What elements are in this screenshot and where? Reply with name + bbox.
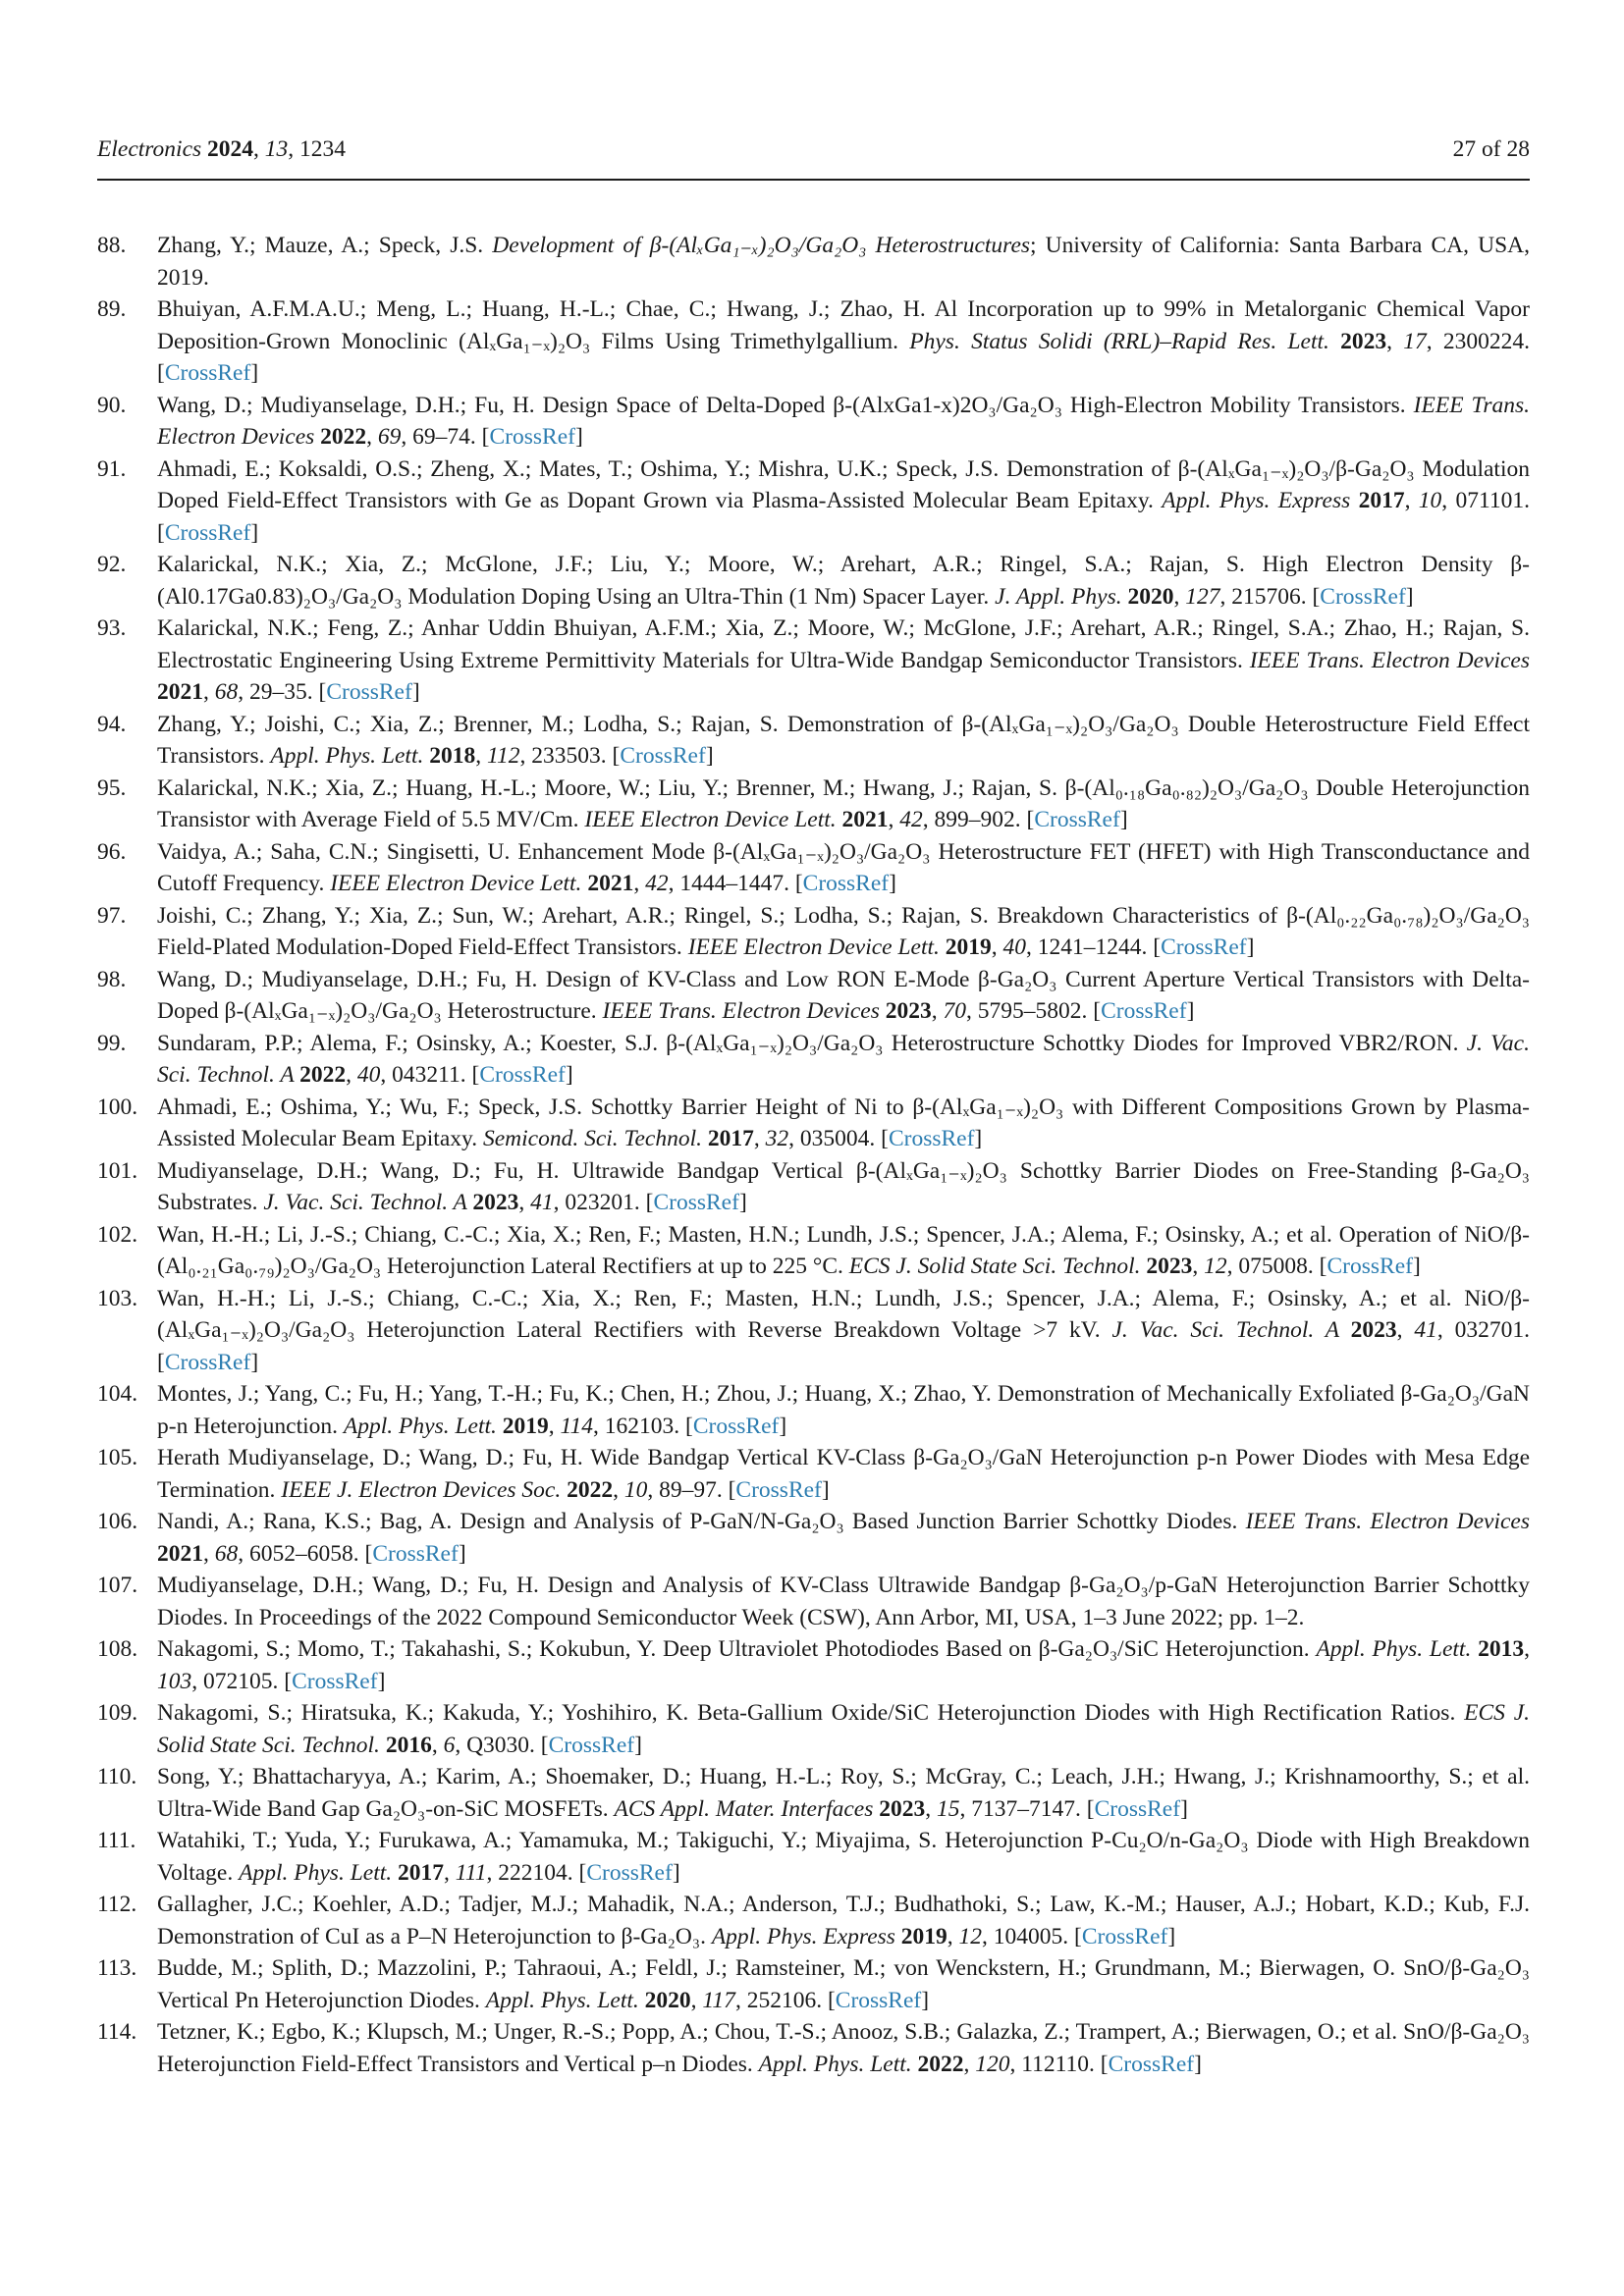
reference-segment: 2019 <box>945 934 992 960</box>
reference-segment: 112 <box>486 743 520 769</box>
reference-number: 104. <box>97 1381 138 1407</box>
reference-segment: Appl. Phys. Lett. <box>239 1859 398 1886</box>
reference-segment: ] <box>889 871 896 896</box>
reference-segment: , 5795–5802. [ <box>966 998 1102 1024</box>
reference-item <box>97 1028 1530 1092</box>
reference-segment: , <box>1524 1636 1531 1662</box>
reference-segment: 2023 <box>1146 1254 1193 1279</box>
reference-segment: , <box>1173 583 1186 610</box>
reference-text <box>157 773 1530 836</box>
reference-segment: Bhuiyan, A.F.M.A.U.; Meng, L.; Huang, H.-L.; Chae, C.; Hwang, J.; Zhao, H. Al Incorporation up to 99% in Metalorganic Chemical Vapor Deposition-Grown Monoclinic (AlₓGa₁₋ₓ)₂O₃ Films Using Trimethylgallium. <box>157 296 1530 354</box>
reference-item <box>97 390 1530 454</box>
reference-item <box>97 1697 1530 1761</box>
crossref-link[interactable]: CrossRef <box>888 1126 975 1151</box>
reference-segment: , 7137–7147. [ <box>959 1795 1095 1822</box>
reference-segment: 41 <box>530 1190 554 1215</box>
reference-segment: ] <box>250 360 259 386</box>
reference-segment: 2018 <box>429 743 476 769</box>
reference-segment: , 2300224. [ <box>157 328 1530 386</box>
reference-number: 113. <box>97 1955 137 1981</box>
reference-segment: ] <box>738 1190 747 1215</box>
reference-segment: Semicond. Sci. Technol. <box>482 1126 708 1151</box>
reference-segment: IEEE Electron Device Lett. <box>330 871 588 896</box>
reference-segment: 40 <box>1002 934 1027 960</box>
reference-segment: Tetzner, K.; Egbo, K.; Klupsch, M.; Unger, R.-S.; Popp, A.; Chou, T.-S.; Anooz, S.B.; Galazka, Z.; Trampert, A.; Bierwagen, O.; et al. SnO/β-Ga₂O₃ Heterojunction Field-Effect Transistors and Vertical p–n Diodes. <box>157 2019 1530 2077</box>
page-header <box>97 0 1530 163</box>
reference-segment: , 043211. [ <box>380 1062 480 1088</box>
reference-segment: Wan, H.-H.; Li, J.-S.; Chiang, C.-C.; Xia, X.; Ren, F.; Masten, H.N.; Lundh, J.S.; Spencer, J.A.; Alema, F.; Osinsky, A.; et al. Operation of NiO/β-(Al₀.₂₁Ga₀.₇₉)₂O₃/Ga₂O₃ Heterojunction Lateral Rectifiers at up to 225 °C. <box>157 1221 1530 1279</box>
reference-segment: Appl. Phys. Lett. <box>343 1413 503 1439</box>
reference-segment: Development of β-(AlₓGa₁₋ₓ)₂O₃/Ga₂O₃ Heterostructures <box>492 233 1031 258</box>
reference-number: 107. <box>97 1573 138 1598</box>
reference-segment: ] <box>1167 1923 1176 1949</box>
reference-number: 100. <box>97 1094 138 1120</box>
reference-segment: ] <box>974 1126 983 1151</box>
reference-segment: 2023 <box>885 998 932 1024</box>
reference-segment: 2024 <box>207 136 254 162</box>
reference-segment: 117 <box>702 1987 735 2013</box>
reference-segment: Mudiyanselage, D.H.; Wang, D.; Fu, H. Ultrawide Bandgap Vertical β-(AlₓGa₁₋ₓ)₂O₃ Schottky Barrier Diodes on Free-Standing β-Ga₂O₃ Substrates. <box>157 1157 1530 1215</box>
crossref-link[interactable]: CrossRef <box>1108 2051 1195 2077</box>
reference-segment: , <box>346 1062 357 1088</box>
reference-segment: Gallagher, J.C.; Koehler, A.D.; Tadjer, M.J.; Mahadik, N.A.; Anderson, T.J.; Budhathoki, S.; Law, K.-M.; Hauser, A.J.; Hobart, K.D.; Kub, F.J. Demonstration of CuI as a P–N Heterojunction to β-Ga₂O₃. <box>157 1892 1530 1949</box>
reference-segment: , 035004. [ <box>788 1126 889 1151</box>
reference-number: 105. <box>97 1445 138 1470</box>
reference-segment: ] <box>1412 1254 1421 1279</box>
reference-segment: Wang, D.; Mudiyanselage, D.H.; Fu, H. Design Space of Delta-Doped β-(AlxGa1-x)2O₃/Ga₂O₃ High-Electron Mobility Transistors. <box>157 392 1414 418</box>
reference-segment: , <box>203 1540 215 1567</box>
reference-segment: , 075008. [ <box>1226 1254 1327 1279</box>
reference-segment: ] <box>250 519 259 546</box>
journal-citation <box>97 135 346 163</box>
reference-segment: Herath Mudiyanselage, D.; Wang, D.; Fu, H. Wide Bandgap Vertical KV-Class β-Ga₂O₃/GaN Heterojunction p-n Power Diodes with Mesa Edge Termination. <box>157 1445 1530 1503</box>
reference-text <box>157 1506 1530 1570</box>
reference-segment: 2019 <box>502 1413 549 1439</box>
reference-number: 109. <box>97 1700 138 1726</box>
reference-segment: ] <box>1119 807 1128 832</box>
reference-segment: Appl. Phys. Lett. <box>485 1987 645 2013</box>
reference-segment: Appl. Phys. Lett. <box>758 2051 918 2077</box>
reference-segment: 42 <box>645 871 669 896</box>
crossref-link[interactable]: CrossRef <box>548 1732 635 1758</box>
reference-item <box>97 230 1530 294</box>
reference-segment: IEEE Trans. Electron Devices <box>1249 647 1530 673</box>
reference-segment: , <box>1192 1254 1205 1279</box>
reference-segment: , <box>963 2051 976 2077</box>
reference-item <box>97 1283 1530 1379</box>
reference-text <box>157 964 1530 1028</box>
reference-number: 89. <box>97 296 127 322</box>
reference-segment: 10 <box>1418 488 1442 513</box>
reference-segment: , <box>518 1190 531 1215</box>
reference-segment: 12 <box>958 1923 983 1949</box>
reference-segment: , 1234 <box>288 136 347 162</box>
reference-segment: Kalarickal, N.K.; Xia, Z.; McGlone, J.F.; Liu, Y.; Moore, W.; Arehart, A.R.; Ringel, S.A.; Rajan, S. High Electron Density β-(Al0.17Ga0.83)₂O₃/Ga₂O₃ Modulation Doping Using an Ultra-Thin (1 Nm) Spacer Layer. <box>157 552 1530 610</box>
reference-segment: 40 <box>356 1062 381 1088</box>
reference-segment: 70 <box>943 998 967 1024</box>
reference-text <box>157 1283 1530 1379</box>
reference-segment: , <box>690 1987 703 2013</box>
reference-segment: , 104005. [ <box>982 1923 1082 1949</box>
reference-segment: Mudiyanselage, D.H.; Wang, D.; Fu, H. Design and Analysis of KV-Class Ultrawide Bandgap β-Ga₂O₃/p-GaN Heterojunction Barrier Schottky Diodes. In Proceedings of the 2022 Compound Semiconductor Week (CSW), Ann Arbor, MI, USA, 1–3 June 2022; pp. 1–2. <box>157 1573 1530 1630</box>
reference-segment: , 162103. [ <box>593 1413 693 1439</box>
reference-text <box>157 1633 1530 1697</box>
reference-segment: ] <box>705 743 714 769</box>
reference-segment: 2021 <box>587 871 634 896</box>
reference-number: 114. <box>97 2019 137 2045</box>
reference-item <box>97 1219 1530 1283</box>
reference-segment: 111 <box>455 1859 487 1886</box>
reference-segment: , 1241–1244. [ <box>1026 934 1162 960</box>
reference-item <box>97 1506 1530 1570</box>
reference-segment: 69 <box>377 424 402 450</box>
reference-segment: Nakagomi, S.; Hiratsuka, K.; Kakuda, Y.; Yoshihiro, K. Beta-Gallium Oxide/SiC Heterojunction Diodes with High Rectification Ratios. <box>157 1700 1465 1726</box>
reference-segment: , 023201. [ <box>553 1190 654 1215</box>
reference-segment: ] <box>634 1732 642 1758</box>
reference-item <box>97 549 1530 613</box>
crossref-link[interactable]: CrossRef <box>164 360 251 386</box>
reference-segment: 42 <box>899 807 923 832</box>
reference-number: 93. <box>97 615 127 641</box>
reference-segment: Budde, M.; Splith, D.; Mazzolini, P.; Tahraoui, A.; Feldl, J.; Ramsteiner, M.; von Wenckstern, H.; Grundmann, M.; Bierwagen, O. SnO/β-Ga₂O₃ Vertical Pn Heterojunction Diodes. <box>157 1955 1530 2013</box>
crossref-link[interactable]: CrossRef <box>692 1413 780 1439</box>
reference-item <box>97 773 1530 836</box>
reference-segment: 2023 <box>879 1795 926 1822</box>
reference-segment: , <box>548 1413 561 1439</box>
reference-segment: Ahmadi, E.; Koksaldi, O.S.; Zheng, X.; Mates, T.; Oshima, Y.; Mishra, U.K.; Speck, J.S. Demonstration of β-(AlₓGa₁₋ₓ)₂O₃/β-Ga₂O₃ Modulation Doped Field-Effect Transistors with Ge as Dopant Grown via Plasma-Assisted Molecular Beam Epitaxy. <box>157 455 1530 513</box>
reference-segment: 2013 <box>1478 1636 1525 1662</box>
reference-segment: ] <box>1180 1795 1188 1822</box>
reference-segment: 2023 <box>1350 1317 1397 1343</box>
reference-number: 95. <box>97 774 127 801</box>
crossref-link[interactable]: CrossRef <box>164 519 251 546</box>
reference-number: 103. <box>97 1285 138 1311</box>
reference-text <box>157 1761 1530 1825</box>
reference-segment: ] <box>1186 998 1195 1024</box>
crossref-link[interactable]: CrossRef <box>326 679 412 705</box>
reference-segment: 114 <box>560 1413 594 1439</box>
reference-segment: 68 <box>214 1540 239 1567</box>
reference-segment: 10 <box>623 1476 648 1503</box>
reference-segment: , <box>1386 328 1404 354</box>
reference-segment: ] <box>821 1476 830 1503</box>
reference-segment: 6 <box>443 1732 456 1758</box>
reference-text <box>157 836 1530 900</box>
reference-item <box>97 1092 1530 1155</box>
reference-segment: Kalarickal, N.K.; Xia, Z.; Huang, H.-L.; Moore, W.; Liu, Y.; Brenner, M.; Hwang, J.; Rajan, S. β-(Al₀.₁₈Ga₀.₈₂)₂O₃/Ga₂O₃ Double Heterojunction Transistor with Average Field of 5.5 MV/Cm. <box>157 774 1530 832</box>
reference-segment: Appl. Phys. Express <box>1162 488 1359 513</box>
reference-text <box>157 1889 1530 1952</box>
reference-text <box>157 230 1530 294</box>
reference-segment: Kalarickal, N.K.; Feng, Z.; Anhar Uddin Bhuiyan, A.F.M.; Xia, Z.; Moore, W.; McGlone, J.F.; Arehart, A.R.; Ringel, S.A.; Zhao, H.; Rajan, S. Electrostatic Engineering Using Extreme Permittivity Materials for Ultra-Wide Bandgap Semiconductor Transistors. <box>157 615 1530 673</box>
reference-text <box>157 390 1530 454</box>
crossref-link[interactable]: CrossRef <box>164 1349 251 1375</box>
reference-text <box>157 1825 1530 1889</box>
reference-item <box>97 1952 1530 2016</box>
reference-segment: , <box>633 871 646 896</box>
reference-item <box>97 613 1530 709</box>
reference-segment: ; University of California: Santa Barbara CA, USA, 2019. <box>157 233 1530 291</box>
crossref-link[interactable]: CrossRef <box>489 424 575 450</box>
reference-segment: ] <box>779 1413 787 1439</box>
crossref-link[interactable]: CrossRef <box>802 871 890 896</box>
reference-segment: , 6052–6058. [ <box>238 1540 373 1567</box>
reference-segment: , <box>1404 488 1419 513</box>
reference-text <box>157 1155 1530 1219</box>
reference-segment: Electronics <box>97 136 208 162</box>
reference-segment: Appl. Phys. Lett. <box>270 743 430 769</box>
reference-segment: 2017 <box>1358 488 1405 513</box>
reference-number: 98. <box>97 966 127 992</box>
reference-text <box>157 709 1530 773</box>
reference-segment: ] <box>921 1987 930 2013</box>
reference-segment: Nakagomi, S.; Momo, T.; Takahashi, S.; Kokubun, Y. Deep Ultraviolet Photodiodes Based on β-Ga₂O₃/SiC Heterojunction. <box>157 1636 1317 1662</box>
reference-segment: IEEE Trans. Electron Devices <box>602 998 886 1024</box>
reference-segment: , <box>203 679 215 705</box>
reference-text <box>157 549 1530 613</box>
reference-segment: , <box>931 998 944 1024</box>
reference-segment: , <box>253 136 265 162</box>
reference-item <box>97 1889 1530 1952</box>
crossref-link[interactable]: CrossRef <box>1094 1795 1181 1822</box>
reference-segment: , 215706. [ <box>1219 583 1321 610</box>
reference-segment: 2020 <box>1127 583 1174 610</box>
reference-segment: 2023 <box>1340 328 1387 354</box>
reference-segment: ] <box>574 424 583 450</box>
reference-text <box>157 1092 1530 1155</box>
reference-segment: Zhang, Y.; Mauze, A.; Speck, J.S. <box>157 233 493 258</box>
reference-segment: , 222104. [ <box>486 1859 587 1886</box>
reference-item <box>97 1442 1530 1506</box>
reference-item <box>97 1378 1530 1442</box>
reference-segment: ] <box>250 1349 259 1375</box>
reference-segment: , <box>1396 1317 1415 1343</box>
reference-segment: Watahiki, T.; Yuda, Y.; Furukawa, A.; Yamamuka, M.; Takiguchi, Y.; Miyajima, S. Heterojunction P-Cu₂O/n-Ga₂O₃ Diode with High Breakdown Voltage. <box>157 1828 1530 1886</box>
crossref-link[interactable]: CrossRef <box>372 1540 459 1567</box>
reference-item <box>97 2016 1530 2080</box>
reference-segment: Zhang, Y.; Joishi, C.; Xia, Z.; Brenner, M.; Lodha, S.; Rajan, S. Demonstration of β-(AlₓGa₁₋ₓ)₂O₃/Ga₂O₃ Double Heterostructure Field Effect Transistors. <box>157 711 1530 769</box>
reference-segment: , <box>947 1923 959 1949</box>
reference-segment: 2022 <box>567 1476 614 1503</box>
crossref-link[interactable]: CrossRef <box>835 1987 922 2013</box>
crossref-link[interactable]: CrossRef <box>1034 807 1120 832</box>
reference-segment: , 29–35. [ <box>238 679 327 705</box>
crossref-link[interactable]: CrossRef <box>1081 1923 1168 1949</box>
reference-segment: J. Vac. Sci. Technol. A <box>1111 1317 1351 1343</box>
reference-segment: IEEE J. Electron Devices Soc. <box>281 1476 568 1503</box>
reference-number: 92. <box>97 552 127 577</box>
reference-text <box>157 1378 1530 1442</box>
reference-segment: Ahmadi, E.; Oshima, Y.; Wu, F.; Speck, J.S. Schottky Barrier Height of Ni to β-(AlₓGa₁₋ₓ)₂O₃ with Different Compositions Grown by Plasma-Assisted Molecular Beam Epitaxy. <box>157 1094 1530 1151</box>
reference-item <box>97 294 1530 390</box>
reference-segment: Phys. Status Solidi (RRL)–Rapid Res. Lett. <box>909 328 1341 354</box>
reference-item <box>97 1825 1530 1889</box>
crossref-link[interactable]: CrossRef <box>1101 998 1187 1024</box>
reference-text <box>157 1952 1530 2016</box>
reference-segment: 2020 <box>644 1987 691 2013</box>
reference-segment: 120 <box>975 2051 1010 2077</box>
reference-segment: ACS Appl. Mater. Interfaces <box>614 1795 880 1822</box>
reference-segment: Wan, H.-H.; Li, J.-S.; Chiang, C.-C.; Xia, X.; Ren, F.; Masten, H.N.; Lundh, J.S.; Spencer, J.A.; Alema, F.; Osinsky, A.; et al. NiO/β-(AlₓGa₁₋ₓ)₂O₃/Ga₂O₃ Heterojunction Lateral Rectifiers with Reverse Breakdown Voltage >7 kV. <box>157 1285 1530 1343</box>
reference-segment: Joishi, C.; Zhang, Y.; Xia, Z.; Sun, W.; Arehart, A.R.; Ringel, S.; Lodha, S.; Rajan, S. Breakdown Characteristics of β-(Al₀.₂₂Ga₀.₇₈)₂O₃/Ga₂O₃ Field-Plated Modulation-Doped Field-Effect Transistors. <box>157 902 1530 960</box>
reference-number: 99. <box>97 1030 127 1056</box>
reference-segment: IEEE Trans. Electron Devices <box>157 392 1530 450</box>
reference-segment: , <box>366 424 378 450</box>
reference-text <box>157 1697 1530 1761</box>
crossref-link[interactable]: CrossRef <box>1326 1254 1413 1279</box>
reference-text <box>157 1442 1530 1506</box>
reference-item <box>97 1633 1530 1697</box>
reference-segment: , <box>753 1126 766 1151</box>
reference-segment: 2021 <box>841 807 889 832</box>
reference-number: 112. <box>97 1892 137 1917</box>
reference-segment: , <box>475 743 487 769</box>
reference-number: 101. <box>97 1157 138 1184</box>
reference-segment: IEEE Electron Device Lett. <box>584 807 842 832</box>
reference-number: 106. <box>97 1509 138 1534</box>
reference-number: 97. <box>97 902 127 929</box>
reference-segment: Nandi, A.; Rana, K.S.; Bag, A. Design and Analysis of P-GaN/N-Ga₂O₃ Based Junction Barrier Schottky Diodes. <box>157 1509 1246 1534</box>
reference-segment: , <box>888 807 900 832</box>
reference-segment: 2017 <box>707 1126 754 1151</box>
reference-segment: ECS J. Solid State Sci. Technol. <box>848 1254 1147 1279</box>
reference-segment: 2023 <box>472 1190 519 1215</box>
reference-text <box>157 613 1530 709</box>
reference-segment: Vaidya, A.; Saha, C.N.; Singisetti, U. Enhancement Mode β-(AlₓGa₁₋ₓ)₂O₃/Ga₂O₃ Heterostructure FET (HFET) with High Transconductance and Cutoff Frequency. <box>157 838 1530 896</box>
reference-text <box>157 294 1530 390</box>
reference-segment: , <box>613 1476 624 1503</box>
reference-item <box>97 1155 1530 1219</box>
reference-number: 96. <box>97 838 127 865</box>
header-rule <box>97 179 1530 181</box>
reference-number: 110. <box>97 1764 137 1789</box>
reference-segment: 13 <box>264 136 289 162</box>
reference-segment: ] <box>672 1859 680 1886</box>
reference-segment: ] <box>377 1668 386 1694</box>
reference-segment: 2021 <box>157 1540 203 1567</box>
reference-segment: ] <box>1405 583 1414 610</box>
reference-segment: 32 <box>765 1126 789 1151</box>
reference-segment: J. Vac. Sci. Technol. A <box>263 1190 473 1215</box>
reference-segment: IEEE Electron Device Lett. <box>687 934 946 960</box>
reference-number: 94. <box>97 711 127 737</box>
reference-item <box>97 836 1530 900</box>
reference-segment: 41 <box>1414 1317 1437 1343</box>
reference-segment: , 1444–1447. [ <box>668 871 803 896</box>
crossref-link[interactable]: CrossRef <box>735 1476 822 1503</box>
reference-segment: 2022 <box>917 2051 964 2077</box>
reference-number: 90. <box>97 392 127 418</box>
page-number: 27 of 28 <box>1452 136 1530 162</box>
reference-segment: , 252106. [ <box>734 1987 836 2013</box>
crossref-link[interactable]: CrossRef <box>586 1859 673 1886</box>
reference-segment: Sundaram, P.P.; Alema, F.; Osinsky, A.; Koester, S.J. β-(AlₓGa₁₋ₓ)₂O₃/Ga₂O₃ Heterostructure Schottky Diodes for Improved VBR2/RON. <box>157 1030 1467 1056</box>
crossref-link[interactable]: CrossRef <box>653 1190 739 1215</box>
reference-segment: , <box>991 934 1003 960</box>
reference-segment: , <box>444 1859 456 1886</box>
reference-segment: , <box>925 1795 937 1822</box>
reference-segment: Appl. Phys. Express <box>711 1923 901 1949</box>
reference-segment: , 072105. [ <box>191 1668 293 1694</box>
reference-segment: 2022 <box>320 424 367 450</box>
reference-segment: 12 <box>1204 1254 1227 1279</box>
reference-segment: ] <box>1246 934 1255 960</box>
crossref-link[interactable]: CrossRef <box>479 1062 566 1088</box>
reference-item <box>97 1570 1530 1633</box>
reference-segment: , Q3030. [ <box>455 1732 549 1758</box>
reference-segment: 2016 <box>385 1732 432 1758</box>
reference-item <box>97 709 1530 773</box>
reference-item <box>97 454 1530 550</box>
reference-segment: 2017 <box>398 1859 444 1886</box>
reference-segment: ] <box>1194 2051 1202 2077</box>
reference-segment: ECS J. Solid State Sci. Technol. <box>157 1700 1530 1758</box>
reference-segment: Wang, D.; Mudiyanselage, D.H.; Fu, H. Design of KV-Class and Low RON E-Mode β-Ga₂O₃ Current Aperture Vertical Transistors with Delta-Doped β-(AlₓGa₁₋ₓ)₂O₃/Ga₂O₃ Heterostructure. <box>157 966 1530 1024</box>
crossref-link[interactable]: CrossRef <box>1161 934 1247 960</box>
reference-number: 91. <box>97 455 127 482</box>
reference-segment: , 899–902. [ <box>922 807 1035 832</box>
reference-number: 108. <box>97 1636 138 1662</box>
reference-segment: , 233503. [ <box>519 743 621 769</box>
reference-segment: 68 <box>214 679 239 705</box>
reference-segment: Song, Y.; Bhattacharyya, A.; Karim, A.; Shoemaker, D.; Huang, H.-L.; Roy, S.; McGray, C.; Leach, J.H.; Hwang, J.; Krishnamoorthy, S.; et al. Ultra-Wide Band Gap Ga₂O₃-on-SiC MOSFETs. <box>157 1764 1530 1822</box>
reference-segment: Appl. Phys. Lett. <box>1316 1636 1479 1662</box>
reference-segment: 127 <box>1185 583 1220 610</box>
reference-segment: , 69–74. [ <box>401 424 490 450</box>
reference-number: 88. <box>97 233 127 258</box>
reference-item <box>97 1761 1530 1825</box>
reference-text <box>157 2016 1530 2080</box>
reference-segment: ] <box>458 1540 466 1567</box>
reference-text <box>157 1028 1530 1092</box>
reference-segment: , <box>431 1732 444 1758</box>
reference-text <box>157 900 1530 964</box>
reference-segment: 15 <box>937 1795 960 1822</box>
reference-segment: 2019 <box>900 1923 947 1949</box>
crossref-link[interactable]: CrossRef <box>292 1668 378 1694</box>
reference-segment: ] <box>565 1062 573 1088</box>
crossref-link[interactable]: CrossRef <box>1320 583 1406 610</box>
reference-segment: 17 <box>1403 328 1427 354</box>
reference-number: 111. <box>97 1828 136 1853</box>
reference-item <box>97 964 1530 1028</box>
reference-text <box>157 1570 1530 1633</box>
reference-text <box>157 454 1530 550</box>
reference-segment: J. Appl. Phys. <box>995 583 1128 610</box>
reference-segment: , 032701. [ <box>157 1317 1531 1375</box>
reference-segment: 103 <box>157 1668 192 1694</box>
reference-segment: , 89–97. [ <box>647 1476 736 1503</box>
crossref-link[interactable]: CrossRef <box>620 743 706 769</box>
reference-segment: , 071101. [ <box>157 488 1531 546</box>
reference-segment: IEEE Trans. Electron Devices <box>1245 1509 1530 1534</box>
reference-item <box>97 900 1530 964</box>
references-list <box>97 230 1530 2080</box>
reference-number: 102. <box>97 1221 138 1248</box>
reference-segment: 2021 <box>157 679 203 705</box>
reference-segment: ] <box>411 679 420 705</box>
reference-segment: J. Vac. Sci. Technol. A <box>157 1030 1530 1088</box>
reference-text <box>157 1219 1530 1283</box>
reference-segment: Montes, J.; Yang, C.; Fu, H.; Yang, T.-H.; Fu, K.; Chen, H.; Zhou, J.; Huang, X.; Zhao, Y. Demonstration of Mechanically Exfoliated β-Ga₂O₃/GaN p-n Heterojunction. <box>157 1381 1530 1439</box>
reference-segment: , 112110. [ <box>1009 2051 1109 2077</box>
reference-segment: 2022 <box>299 1062 347 1088</box>
